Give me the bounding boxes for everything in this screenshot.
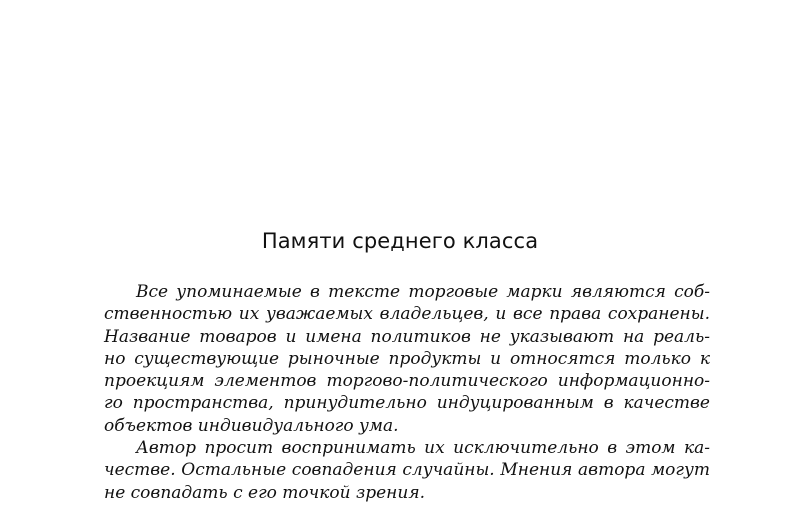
disclaimer-text <box>104 281 710 504</box>
text-line: ственностью их уважаемых владельцев, и все права сохранены. <box>104 304 710 325</box>
text-line: проекциям элементов торгово-политического информационно- <box>104 371 710 392</box>
text-line: го пространства, принудительно индуцированным в качестве <box>104 393 710 414</box>
text-line: честве. Остальные совпадения случайны. Мнения автора могут <box>104 460 710 481</box>
text-line: Название товаров и имена политиков не указывают на реаль- <box>104 326 710 347</box>
dedication-title: Памяти среднего класса <box>261 229 539 253</box>
text-line: не совпадать с его точкой зрения. <box>104 482 425 503</box>
text-line: объектов индивидуального ума. <box>104 415 399 436</box>
text-line: но существующие рыночные продукты и относятся только к <box>104 348 710 369</box>
text-line: Все упоминаемые в тексте торговые марки являются соб- <box>136 282 710 302</box>
text-line: Автор просит воспринимать их исключительно в этом ка- <box>136 438 710 459</box>
